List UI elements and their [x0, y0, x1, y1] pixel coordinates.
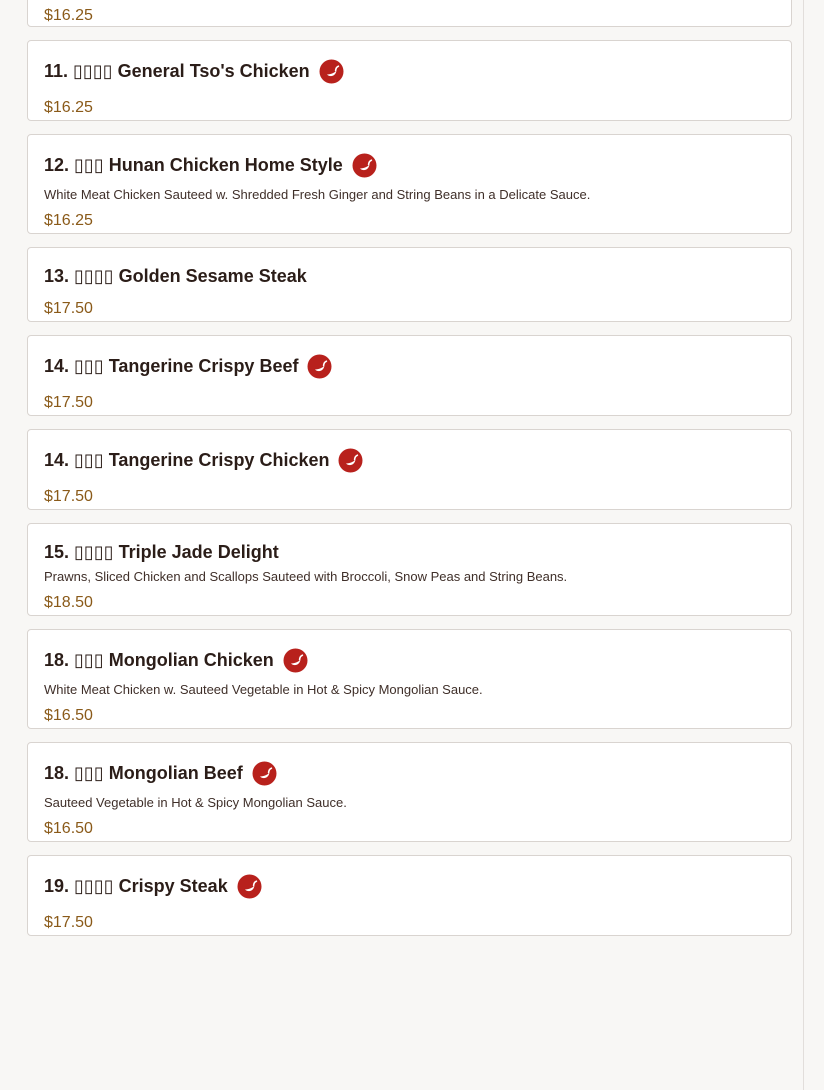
menu-item-title: 18. ▯▯▯ Mongolian Beef	[44, 762, 243, 783]
chili-pepper-icon	[352, 153, 377, 178]
menu-item-description: Prawns, Sliced Chicken and Scallops Sauteed with Broccoli, Snow Peas and String Beans.	[44, 569, 568, 584]
menu-item[interactable]	[27, 134, 792, 234]
menu-item[interactable]	[27, 40, 792, 121]
menu-item[interactable]	[27, 855, 792, 936]
menu-item-title: 11. ▯▯▯▯ General Tso's Chicken	[44, 60, 310, 81]
menu-item-title: 15. ▯▯▯▯ Triple Jade Delight	[44, 541, 279, 562]
menu-item-price: $16.25	[44, 7, 93, 24]
menu-item-title-row	[44, 646, 775, 674]
chili-pepper-icon	[338, 448, 363, 473]
menu-item[interactable]	[27, 247, 792, 322]
menu-item-price: $17.50	[44, 300, 93, 317]
chili-pepper-icon	[237, 874, 262, 899]
menu-item-title-row	[44, 872, 775, 900]
menu-item-description: Sauteed Vegetable in Hot & Spicy Mongolian Sauce.	[44, 795, 347, 810]
menu-item-price: $18.50	[44, 594, 93, 611]
menu-item-description: White Meat Chicken w. Sauteed Vegetable in Hot & Spicy Mongolian Sauce.	[44, 682, 483, 697]
menu-item-title: 12. ▯▯▯ Hunan Chicken Home Style	[44, 154, 343, 175]
menu-item-price: $17.50	[44, 394, 93, 411]
menu-item-price: $16.50	[44, 707, 93, 724]
menu-item-title-row	[44, 151, 775, 179]
menu-item-title: 18. ▯▯▯ Mongolian Chicken	[44, 649, 274, 670]
menu-item-title-row	[44, 264, 775, 288]
menu-item-price: $17.50	[44, 914, 93, 931]
menu-item[interactable]	[27, 523, 792, 616]
menu-item-price: $17.50	[44, 488, 93, 505]
menu-item-title: 14. ▯▯▯ Tangerine Crispy Chicken	[44, 449, 330, 470]
menu-item-price: $16.25	[44, 212, 93, 229]
menu-item-title-row	[44, 446, 775, 474]
menu-item[interactable]	[27, 742, 792, 842]
menu-item-price: $16.50	[44, 820, 93, 837]
menu-item-title: 13. ▯▯▯▯ Golden Sesame Steak	[44, 265, 307, 286]
menu-item-title: 14. ▯▯▯ Tangerine Crispy Beef	[44, 355, 299, 376]
menu-item-title: 19. ▯▯▯▯ Crispy Steak	[44, 875, 228, 896]
chili-pepper-icon	[319, 59, 344, 84]
menu-item[interactable]	[27, 429, 792, 510]
menu-item-title-row	[44, 57, 775, 85]
menu-item-list	[27, 0, 792, 949]
chili-pepper-icon	[252, 761, 277, 786]
menu-item-description: White Meat Chicken Sauteed w. Shredded Fresh Ginger and String Beans in a Delicate Sauce.	[44, 187, 591, 202]
menu-item-title-row	[44, 540, 775, 564]
menu-item[interactable]	[27, 0, 792, 27]
menu-item-price: $16.25	[44, 99, 93, 116]
menu-item-title-row	[44, 352, 775, 380]
menu-item[interactable]	[27, 629, 792, 729]
menu-item[interactable]	[27, 335, 792, 416]
scroll-divider	[803, 0, 804, 1090]
menu-item-title-row	[44, 759, 775, 787]
chili-pepper-icon	[283, 648, 308, 673]
chili-pepper-icon	[307, 354, 332, 379]
